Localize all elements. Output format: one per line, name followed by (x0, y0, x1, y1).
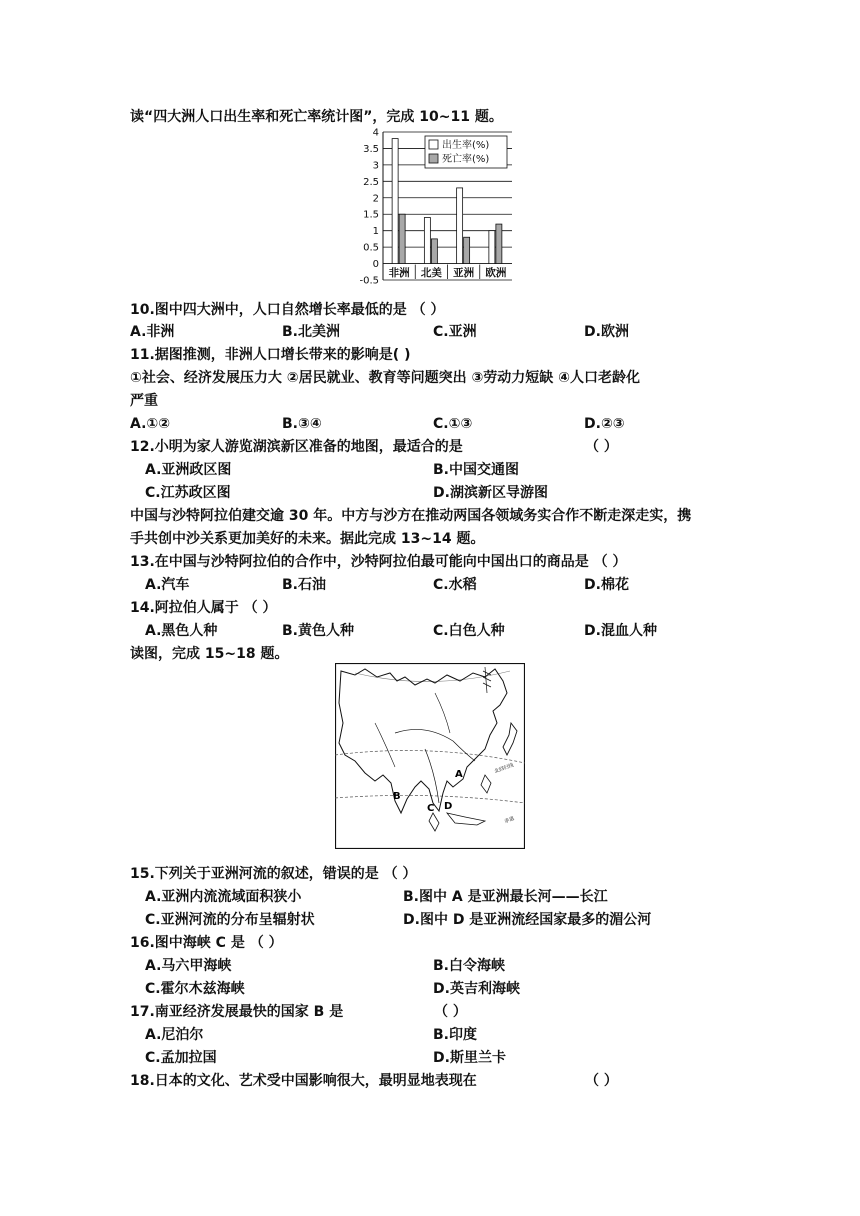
q10-option-a: A.非洲 (130, 324, 175, 340)
q17-option-c: C.孟加拉国 (145, 1050, 217, 1066)
map-label-equator: 赤道 (503, 815, 516, 825)
q17-option-b: B.印度 (433, 1027, 477, 1043)
q17-option-d: D.斯里兰卡 (433, 1050, 506, 1066)
intro-text-1: 读“四大洲人口出生率和死亡率统计图”，完成 10~11 题。 (130, 109, 503, 125)
y-tick-label: 0 (372, 259, 379, 271)
question-11-stem: 11.据图推测，非洲人口增长带来的影响是( ) (130, 347, 411, 363)
q13-option-d: D.棉花 (584, 577, 629, 593)
q11-option-b: B.③④ (282, 416, 322, 432)
x-category-label: 北美 (420, 266, 442, 279)
legend-label: 出生率(%) (442, 140, 490, 151)
q14-option-a: A.黑色人种 (145, 623, 218, 639)
q13-option-a: A.汽车 (145, 577, 190, 593)
q14-option-d: D.混血人种 (584, 623, 657, 639)
q18-bracket: （ ） (585, 1073, 618, 1089)
question-16-stem: 16.图中海峡 C 是 （ ） (130, 935, 283, 951)
q10-option-c: C.亚洲 (433, 324, 477, 340)
q14-option-c: C.白色人种 (433, 623, 505, 639)
intro-text-3: 读图，完成 15~18 题。 (130, 646, 289, 662)
question-18-stem: 18.日本的文化、艺术受中国影响很大，最明显地表现在 (130, 1073, 477, 1089)
y-tick-label: 3.5 (363, 143, 379, 155)
map-label-c: C (427, 803, 435, 814)
q13-option-c: C.水稻 (433, 577, 477, 593)
question-12-stem: 12.小明为家人游览湖滨新区准备的地图，最适合的是 (130, 439, 463, 455)
bar-death-0 (399, 214, 405, 263)
map-label-a: A (455, 769, 463, 780)
question-17-stem: 17.南亚经济发展最快的国家 B 是 (130, 1004, 344, 1020)
y-tick-label: 0.5 (363, 242, 379, 254)
intro-text-2-line2: 手共创中沙关系更加美好的未来。据此完成 13~14 题。 (130, 531, 485, 547)
legend-swatch (429, 140, 438, 149)
q15-option-d: D.图中 D 是亚洲流经国家最多的湄公河 (403, 912, 652, 928)
q10-option-b: B.北美洲 (282, 324, 340, 340)
asia-map (335, 663, 525, 849)
question-10-stem: 10.图中四大洲中，人口自然增长率最低的是 （ ） (130, 302, 445, 318)
x-category-label: 欧洲 (485, 266, 507, 279)
bar-birth-0 (392, 139, 398, 264)
question-13-stem: 13.在中国与沙特阿拉伯的合作中，沙特阿拉伯最可能向中国出口的商品是 （ ） (130, 554, 627, 570)
y-tick-label: 3 (372, 160, 379, 172)
q16-option-c: C.霍尔木兹海峡 (145, 981, 245, 997)
q10-option-d: D.欧洲 (584, 324, 629, 340)
q16-option-b: B.白令海峡 (433, 958, 505, 974)
q11-option-d: D.②③ (584, 416, 625, 432)
y-tick-label: 1 (372, 226, 379, 238)
q14-option-b: B.黄色人种 (282, 623, 354, 639)
y-tick-label: 2.5 (363, 176, 379, 188)
q16-option-a: A.马六甲海峡 (145, 958, 232, 974)
map-label-b: B (393, 791, 401, 802)
bar-birth-2 (457, 188, 463, 264)
x-category-label: 亚洲 (453, 266, 475, 279)
bar-death-1 (431, 239, 437, 264)
q12-option-b: B.中国交通图 (433, 462, 519, 478)
q15-option-b: B.图中 A 是亚洲最长河——长江 (403, 889, 608, 905)
q17-option-a: A.尼泊尔 (145, 1027, 204, 1043)
y-tick-label: 4 (372, 127, 379, 139)
q11-option-c: C.①③ (433, 416, 473, 432)
q12-option-a: A.亚洲政区图 (145, 462, 232, 478)
x-category-label: 非洲 (388, 266, 410, 279)
q13-option-b: B.石油 (282, 577, 326, 593)
bar-birth-1 (424, 218, 430, 264)
q17-bracket: （ ） (434, 1004, 467, 1020)
legend-label: 死亡率(%) (442, 154, 490, 165)
q11-items-line2: 严重 (130, 393, 158, 409)
population-chart (340, 126, 540, 286)
bar-death-3 (496, 224, 502, 263)
y-tick-label: 1.5 (363, 209, 379, 221)
q11-items-line1: ①社会、经济发展压力大 ②居民就业、教育等问题突出 ③劳动力短缺 ④人口老龄化 (130, 370, 641, 386)
intro-text-2-line1: 中国与沙特阿拉伯建交逾 30 年。中方与沙方在推动两国各领域务实合作不断走深走实，携 (130, 508, 692, 524)
legend-swatch (429, 154, 438, 163)
map-label-d: D (444, 801, 453, 812)
q12-option-c: C.江苏政区图 (145, 485, 231, 501)
q16-option-d: D.英吉利海峡 (433, 981, 520, 997)
q12-option-d: D.湖滨新区导游图 (433, 485, 548, 501)
question-14-stem: 14.阿拉伯人属于 （ ） (130, 600, 277, 616)
y-tick-label: 2 (372, 193, 379, 205)
bar-death-2 (464, 237, 470, 263)
bar-birth-3 (489, 231, 495, 264)
q15-option-c: C.亚洲河流的分布呈辐射状 (145, 912, 315, 928)
y-tick-label: -0.5 (359, 275, 379, 286)
q12-bracket: （ ） (585, 439, 618, 455)
question-15-stem: 15.下列关于亚洲河流的叙述，错误的是 （ ） (130, 866, 417, 882)
q15-option-a: A.亚洲内流流域面积狭小 (145, 889, 302, 905)
q11-option-a: A.①② (130, 416, 171, 432)
map-label-tropic: 北回归线 (493, 762, 515, 775)
